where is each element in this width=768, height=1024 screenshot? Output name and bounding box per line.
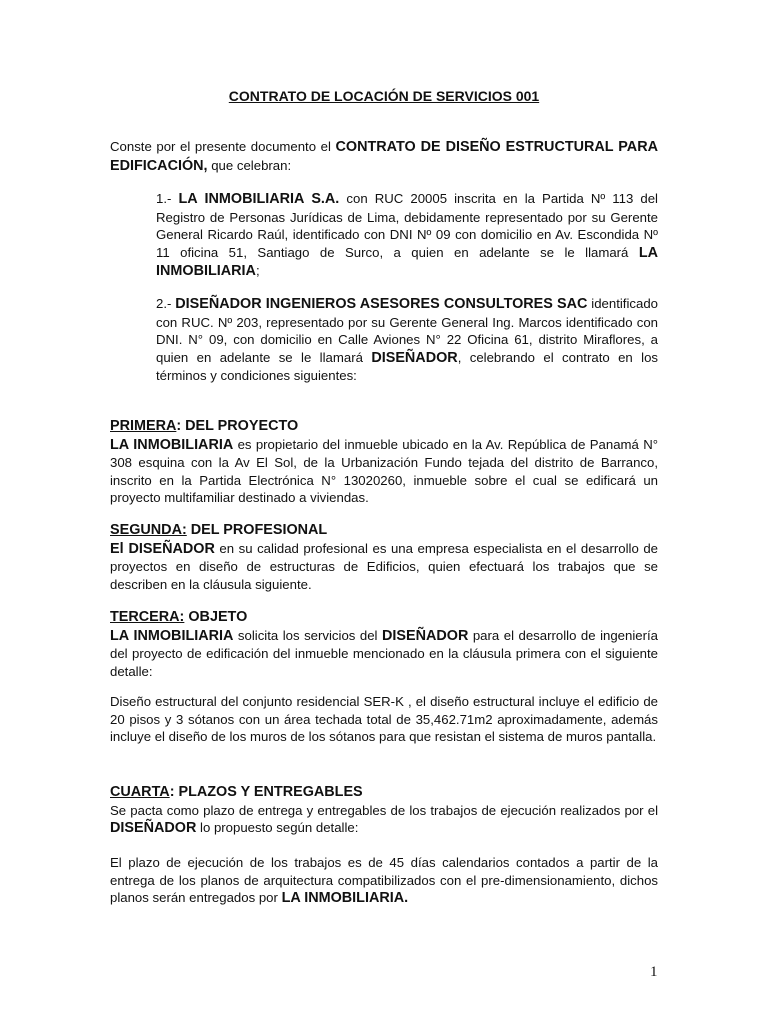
party-2-paragraph bbox=[156, 295, 658, 385]
clause-tercera-title: OBJETO bbox=[184, 609, 248, 625]
clause-cuarta-detail-party: LA INMOBILIARIA. bbox=[281, 890, 409, 906]
clause-tercera-label: TERCERA: bbox=[110, 609, 185, 625]
clause-primera-text: es propietario del inmueble ubicado en la Av. República de Panamá N° 308 esquina con la Av El Sol, de la Urbanización Fundo tejada del distrito de Barranco, inscrito en la Partida Electrónica N° 13020260, inmueble sobre el cual se edificará un proyecto multifamiliar destinado a viviendas. bbox=[110, 436, 659, 505]
intro-text: Conste por el presente documento el bbox=[110, 139, 336, 154]
intro-paragraph bbox=[110, 138, 658, 175]
clause-primera-heading bbox=[110, 418, 658, 436]
contract-name: CONTRATO DE DISEÑO ESTRUCTURAL PARA EDIFICACIÓN, bbox=[110, 139, 658, 174]
clause-segunda-lead: El DISEÑADOR bbox=[110, 540, 215, 557]
clause-primera bbox=[110, 418, 658, 507]
clause-tercera-detail: Diseño estructural del conjunto residencial SER-K , el diseño estructural incluye el edificio de 20 pisos y 3 sótanos con un área techada total de 35,462.71m2 aproximadamente, además incluye el diseño de los muros de los sótanos para que resistan el sistema de muros pantalla. bbox=[110, 694, 658, 744]
clause-primera-label: PRIMERA bbox=[110, 418, 177, 434]
party-1-text: con RUC 20005 inscrita en la Partida Nº 113 del Registro de Personas Jurídicas de Lima, debidamente representado por su Gerente General Ricardo Raúl, identificado con DNI Nº 09 con domicilio en Av. Escondida Nº 11 oficina 51, Santiago de Surco, a quien en adelante se le llamará bbox=[156, 191, 658, 260]
party-2-number: 2.- bbox=[156, 296, 176, 311]
party-2-text: identificado con RUC. Nº 203, representado por su Gerente General Ing. Marcos identificado con DNI. N° 09, con domicilio en Calle Aviones N° 22 Oficina 61, distrito Miraflores, a quien en adelante se le llamará bbox=[156, 296, 658, 365]
party-1-paragraph bbox=[156, 190, 658, 281]
clause-cuarta-text-end: lo propuesto según detalle: bbox=[196, 820, 359, 835]
clause-tercera-lead: LA INMOBILIARIA bbox=[110, 627, 234, 644]
clause-segunda-text: en su calidad profesional es una empresa especialista en el desarrollo de proyectos en diseño de estructuras de Edificios, quien efectuará los trabajos que se describen en la cláusula siguiente. bbox=[110, 540, 658, 592]
clause-segunda-heading bbox=[110, 522, 658, 540]
party-1-end: ; bbox=[255, 263, 260, 278]
clause-cuarta-text: Se pacta como plazo de entrega y entregables de los trabajos de ejecución realizados por el bbox=[110, 802, 658, 818]
clause-segunda-label: SEGUNDA: bbox=[110, 522, 187, 538]
intro-text-end: que celebran: bbox=[207, 157, 292, 173]
clause-cuarta bbox=[110, 784, 658, 838]
clause-cuarta-detail-text: El plazo de ejecución de los trabajos es de 45 días calendarios contados a partir de la entrega de los planos de arquitectura compatibilizados con el pre-dimensionamiento, dichos planos serán entregados por bbox=[110, 855, 658, 905]
clause-tercera-text-end: para el desarrollo de ingeniería del proyecto de edificación del inmueble mencionado en la cláusula primera con el siguiente detalle: bbox=[110, 627, 658, 679]
clause-tercera-text: solicita los servicios del bbox=[233, 627, 382, 643]
party-2-alias: DISEÑADOR bbox=[371, 349, 458, 366]
clause-cuarta-heading bbox=[110, 784, 658, 802]
page-number: 1 bbox=[650, 964, 658, 980]
clause-cuarta-title: : PLAZOS Y ENTREGABLES bbox=[169, 784, 363, 800]
party-2-end: , celebrando el contrato en los términos y condiciones siguientes: bbox=[156, 349, 659, 383]
clause-cuarta-designer: DISEÑADOR bbox=[110, 820, 197, 836]
clause-cuarta-label: CUARTA bbox=[110, 784, 170, 800]
clause-cuarta-detail bbox=[110, 854, 658, 908]
clause-tercera-heading bbox=[110, 609, 658, 627]
clause-tercera-designer: DISEÑADOR bbox=[381, 627, 469, 644]
clause-segunda-title: DEL PROFESIONAL bbox=[186, 522, 328, 538]
document-title: CONTRATO DE LOCACIÓN DE SERVICIOS 001 bbox=[228, 88, 540, 104]
party-1-number: 1.- bbox=[156, 191, 179, 206]
party-1-name: LA INMOBILIARIA S.A. bbox=[178, 191, 340, 207]
clause-segunda bbox=[110, 522, 658, 593]
clause-primera-lead: LA INMOBILIARIA bbox=[110, 436, 234, 453]
clause-primera-title: : DEL PROYECTO bbox=[176, 418, 299, 434]
party-2-name: DISEÑADOR INGENIEROS ASESORES CONSULTORES SAC bbox=[175, 296, 588, 312]
party-1-alias: LA INMOBILIARIA bbox=[156, 244, 658, 279]
clause-tercera bbox=[110, 609, 658, 680]
